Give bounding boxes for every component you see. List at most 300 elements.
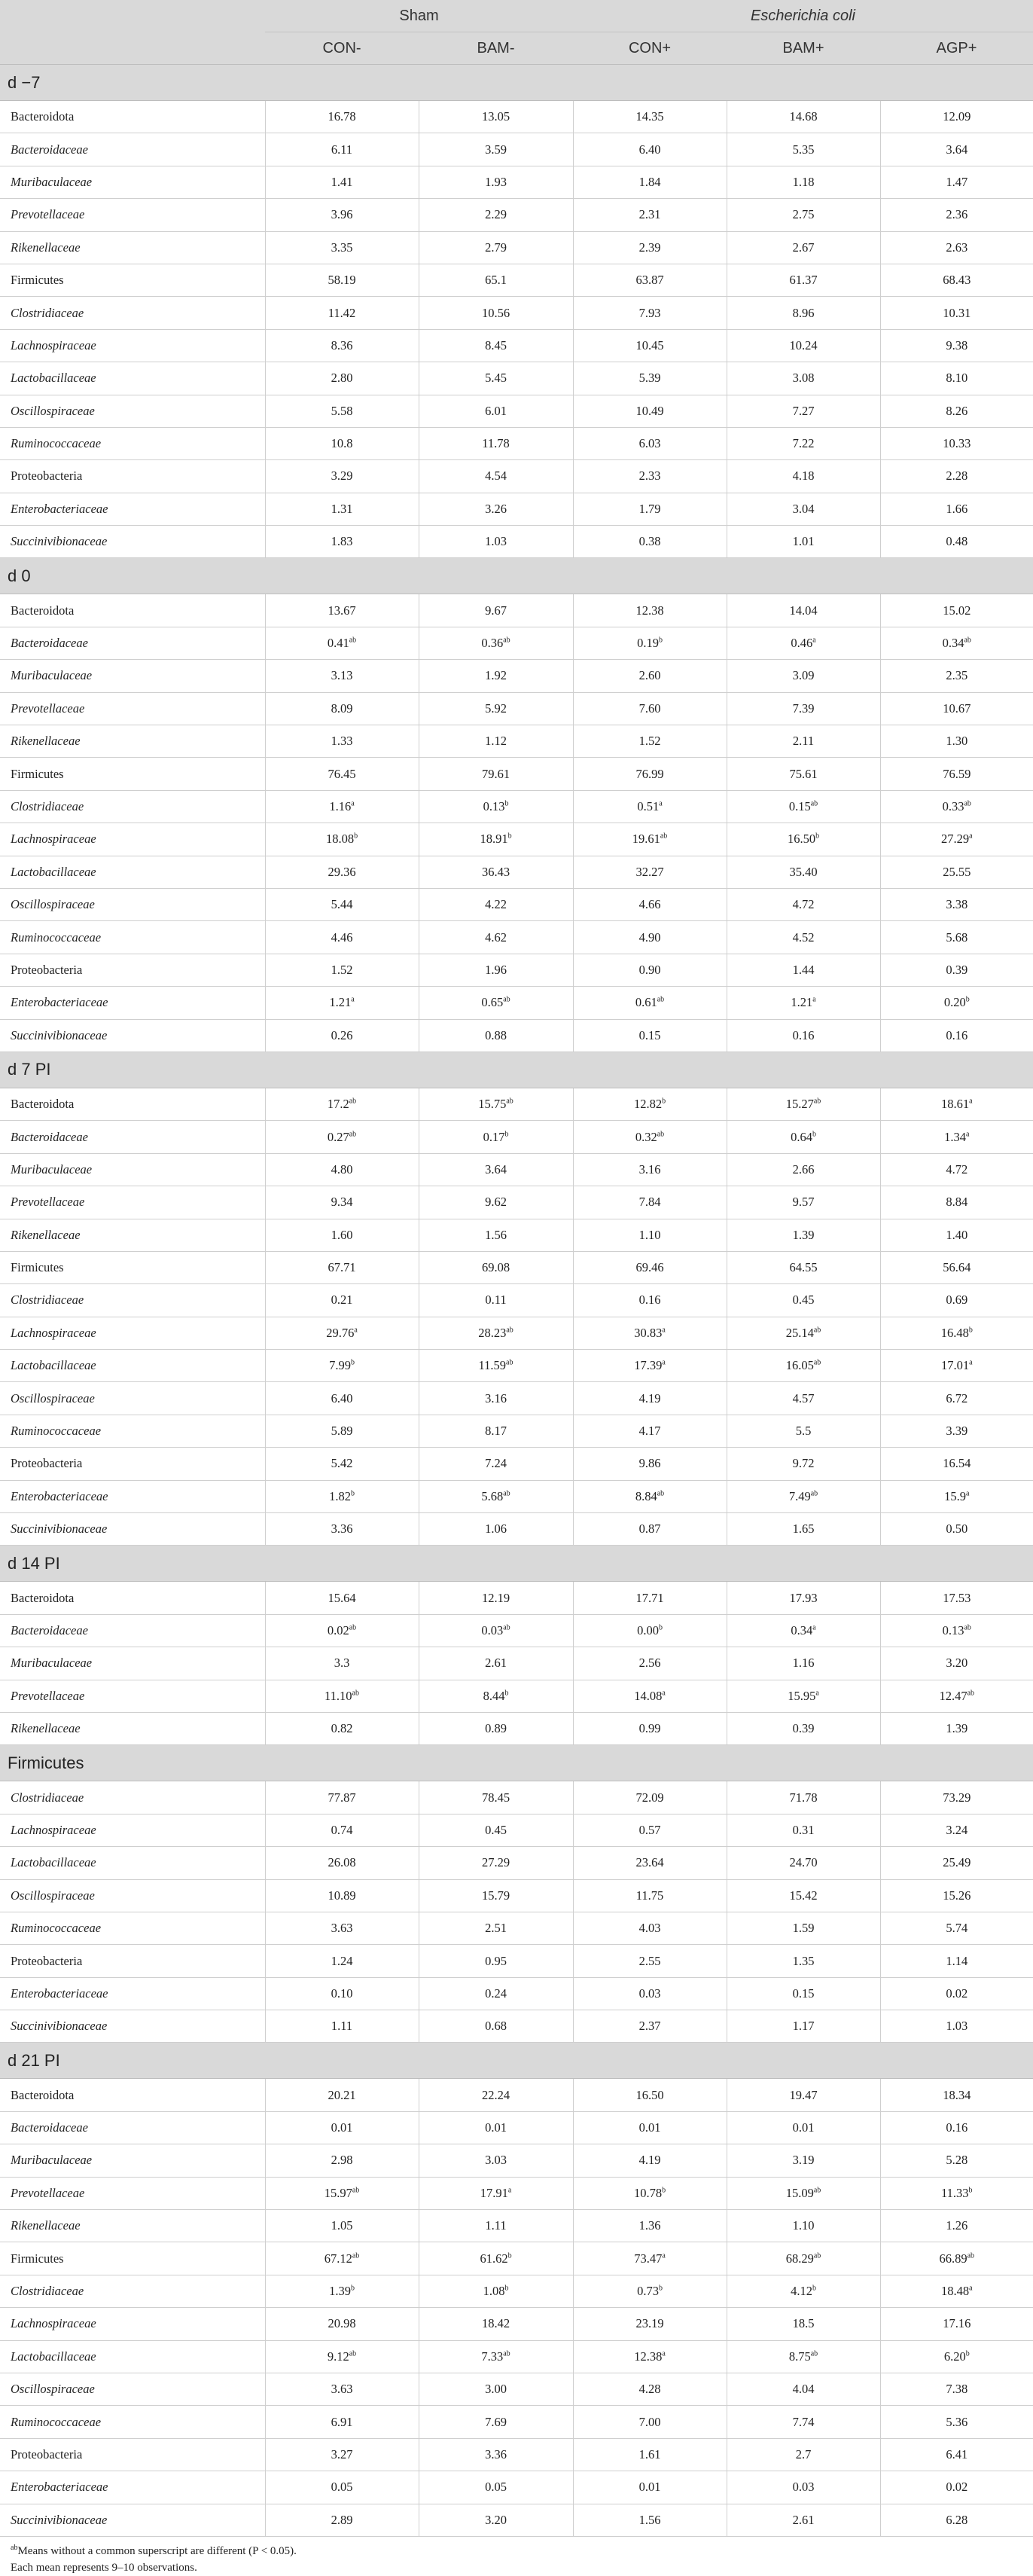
value-superscript: ab	[503, 1489, 510, 1498]
value-cell	[727, 1614, 880, 1647]
row-label: Proteobacteria	[0, 2438, 265, 2471]
value-number: 0.51	[637, 799, 660, 813]
row-label: Prevotellaceae	[0, 1680, 265, 1712]
value-cell	[573, 627, 727, 659]
header-group-sham: Sham	[265, 0, 573, 32]
value-cell	[419, 692, 573, 725]
value-number: 77.87	[328, 1790, 356, 1805]
value-cell	[419, 2275, 573, 2307]
value-number: 8.10	[946, 371, 968, 386]
value-number: 0.65	[481, 995, 504, 1010]
value-superscript: ab	[660, 832, 668, 841]
value-cell	[727, 264, 880, 296]
value-number: 1.10	[792, 2218, 815, 2233]
value-cell	[880, 921, 1033, 954]
value-cell	[419, 166, 573, 198]
value-number: 7.38	[946, 2382, 968, 2397]
value-cell	[265, 2373, 419, 2406]
value-number: 9.72	[792, 1456, 815, 1471]
value-number: 15.64	[328, 1590, 356, 1605]
value-cell	[265, 1186, 419, 1219]
value-cell	[265, 231, 419, 264]
value-cell	[265, 2471, 419, 2504]
value-number: 12.09	[943, 109, 971, 124]
value-superscript: a	[965, 1130, 970, 1139]
value-cell	[727, 1121, 880, 1153]
table-row	[0, 1350, 1033, 1382]
value-cell	[419, 1912, 573, 1944]
value-number: 2.55	[638, 1953, 661, 1968]
value-number: 17.71	[635, 1590, 664, 1605]
value-cell	[265, 166, 419, 198]
value-cell	[727, 329, 880, 362]
value-superscript: a	[662, 1326, 666, 1335]
value-number: 17.01	[940, 1358, 970, 1373]
footnote-observations: Each mean represents 9–10 observations.	[11, 2561, 197, 2574]
value-number: 18.34	[943, 2087, 971, 2102]
value-number: 6.41	[946, 2446, 968, 2462]
value-superscript: a	[812, 995, 816, 1004]
value-cell	[419, 1088, 573, 1120]
value-cell	[573, 1415, 727, 1447]
value-cell	[880, 790, 1033, 823]
value-cell	[573, 2010, 727, 2043]
value-number: 10.89	[328, 1888, 356, 1903]
value-number: 1.82	[329, 1488, 351, 1503]
value-cell	[880, 199, 1033, 231]
value-number: 30.83	[634, 1325, 663, 1340]
value-cell	[265, 1977, 419, 2010]
value-cell	[419, 2210, 573, 2242]
value-cell	[727, 2010, 880, 2043]
table-row	[0, 790, 1033, 823]
value-cell	[419, 1019, 573, 1051]
value-number: 1.16	[792, 1656, 815, 1671]
value-superscript: a	[662, 1358, 666, 1367]
row-label: Lachnospiraceae	[0, 823, 265, 856]
table-row	[0, 1317, 1033, 1349]
row-label: Proteobacteria	[0, 1448, 265, 1480]
value-cell	[880, 1712, 1033, 1744]
value-number: 1.05	[331, 2218, 353, 2233]
value-number: 8.84	[635, 1488, 657, 1503]
value-cell	[727, 921, 880, 954]
value-cell	[573, 692, 727, 725]
value-number: 14.35	[635, 109, 664, 124]
row-label: Bacteroidaceae	[0, 627, 265, 659]
value-number: 2.35	[946, 668, 968, 683]
value-number: 0.31	[792, 1822, 815, 1837]
value-cell	[880, 1448, 1033, 1480]
value-cell	[573, 1088, 727, 1120]
value-cell	[265, 526, 419, 558]
value-number: 1.11	[331, 2019, 353, 2034]
value-number: 7.74	[792, 2414, 815, 2429]
value-cell	[419, 1186, 573, 1219]
row-label: Proteobacteria	[0, 460, 265, 493]
value-number: 0.99	[638, 1721, 661, 1736]
value-superscript: ab	[813, 1326, 821, 1335]
value-number: 6.03	[638, 436, 661, 451]
header-column-row	[0, 32, 1033, 65]
section-title: d 21 PI	[0, 2043, 1033, 2079]
value-number: 1.17	[792, 2019, 815, 2034]
table-row	[0, 1781, 1033, 1814]
value-cell	[419, 627, 573, 659]
row-label: Succinivibionaceae	[0, 1513, 265, 1546]
row-label: Bacteroidota	[0, 594, 265, 627]
value-cell	[419, 2504, 573, 2536]
value-cell	[265, 921, 419, 954]
value-superscript: ab	[657, 1489, 665, 1498]
value-cell	[573, 2340, 727, 2373]
value-number: 2.75	[792, 207, 815, 222]
value-cell	[727, 1382, 880, 1415]
table-row	[0, 362, 1033, 395]
value-number: 6.01	[485, 403, 507, 418]
value-cell	[265, 758, 419, 790]
table-row	[0, 2275, 1033, 2307]
table-row	[0, 2079, 1033, 2111]
value-cell	[727, 2471, 880, 2504]
value-number: 75.61	[789, 766, 818, 781]
value-cell	[573, 1945, 727, 1977]
value-superscript: ab	[506, 1358, 513, 1367]
value-cell	[880, 264, 1033, 296]
value-number: 8.96	[792, 305, 815, 320]
row-label: Prevotellaceae	[0, 2177, 265, 2209]
value-number: 3.00	[485, 2382, 507, 2397]
value-number: 73.29	[943, 1790, 971, 1805]
value-number: 4.28	[638, 2382, 661, 2397]
value-cell	[573, 2373, 727, 2406]
value-cell	[573, 1186, 727, 1219]
col-header: AGP+	[880, 32, 1033, 65]
value-cell	[727, 2210, 880, 2242]
value-cell	[727, 1350, 880, 1382]
value-cell	[727, 2177, 880, 2209]
value-number: 6.72	[946, 1390, 968, 1406]
row-label: Muribaculaceae	[0, 1153, 265, 1186]
value-cell	[880, 823, 1033, 856]
value-number: 0.34	[942, 636, 964, 651]
value-number: 10.8	[331, 436, 353, 451]
value-number: 35.40	[789, 864, 818, 879]
value-superscript: ab	[352, 2251, 360, 2260]
value-cell	[880, 133, 1033, 166]
row-label: Firmicutes	[0, 264, 265, 296]
value-number: 1.44	[792, 962, 815, 977]
value-number: 4.19	[638, 2153, 661, 2168]
value-cell	[265, 460, 419, 493]
value-cell	[265, 594, 419, 627]
value-number: 76.45	[328, 766, 356, 781]
row-label: Lachnospiraceae	[0, 329, 265, 362]
row-label: Succinivibionaceae	[0, 2504, 265, 2536]
value-cell	[880, 297, 1033, 329]
value-number: 8.45	[485, 337, 507, 353]
value-number: 32.27	[635, 864, 664, 879]
value-cell	[265, 1912, 419, 1944]
value-cell	[573, 101, 727, 133]
value-cell	[880, 2406, 1033, 2438]
table-row	[0, 2111, 1033, 2144]
value-number: 2.37	[638, 2019, 661, 2034]
value-number: 6.20	[943, 2349, 966, 2364]
table-row	[0, 2210, 1033, 2242]
value-number: 22.24	[481, 2087, 510, 2102]
value-cell	[265, 2504, 419, 2536]
section-header-row	[0, 2043, 1033, 2079]
table-row	[0, 1448, 1033, 1480]
value-number: 11.78	[482, 436, 510, 451]
value-number: 3.64	[946, 142, 968, 157]
value-cell	[265, 427, 419, 459]
value-cell	[880, 1847, 1033, 1879]
value-cell	[573, 133, 727, 166]
value-number: 25.49	[943, 1855, 971, 1870]
value-cell	[573, 166, 727, 198]
value-number: 10.78	[633, 2185, 663, 2200]
value-number: 0.01	[638, 2480, 661, 2495]
table-footnotes	[0, 2537, 1033, 2576]
value-number: 0.03	[481, 1622, 504, 1637]
value-number: 0.03	[638, 1985, 661, 2001]
value-number: 0.02	[327, 1622, 349, 1637]
table-row	[0, 1019, 1033, 1051]
value-cell	[573, 725, 727, 758]
value-cell	[419, 1121, 573, 1153]
value-number: 3.04	[792, 501, 815, 516]
row-label: Oscillospiraceae	[0, 1382, 265, 1415]
value-superscript: ab	[964, 799, 971, 808]
value-cell	[727, 2275, 880, 2307]
value-cell	[880, 888, 1033, 920]
value-number: 2.51	[485, 1921, 507, 1936]
value-cell	[573, 1582, 727, 1614]
value-cell	[880, 1781, 1033, 1814]
value-number: 10.49	[635, 403, 664, 418]
value-cell	[573, 1284, 727, 1317]
value-number: 0.05	[485, 2480, 507, 2495]
value-cell	[419, 1251, 573, 1283]
value-cell	[419, 954, 573, 986]
value-cell	[419, 1614, 573, 1647]
value-superscript: b	[662, 2186, 666, 2195]
section-header-row	[0, 65, 1033, 101]
value-superscript: ab	[506, 1326, 513, 1335]
value-cell	[880, 1284, 1033, 1317]
value-number: 0.02	[946, 2480, 968, 2495]
value-number: 25.14	[785, 1325, 814, 1340]
value-cell	[727, 987, 880, 1019]
value-number: 6.40	[331, 1390, 353, 1406]
value-superscript: a	[662, 2251, 666, 2260]
value-number: 7.69	[485, 2414, 507, 2429]
value-superscript: a	[969, 2284, 973, 2293]
value-number: 1.39	[946, 1721, 968, 1736]
value-cell	[727, 627, 880, 659]
section-header-row	[0, 558, 1033, 594]
value-number: 7.22	[792, 436, 815, 451]
value-number: 4.62	[485, 929, 507, 945]
table-row	[0, 1186, 1033, 1219]
value-cell	[265, 1781, 419, 1814]
value-cell	[880, 1945, 1033, 1977]
value-number: 0.16	[638, 1293, 661, 1308]
value-number: 0.95	[485, 1953, 507, 1968]
value-number: 15.79	[481, 1888, 510, 1903]
value-cell	[573, 790, 727, 823]
value-cell	[419, 660, 573, 692]
value-cell	[265, 2275, 419, 2307]
value-cell	[880, 1647, 1033, 1680]
value-number: 10.56	[481, 305, 510, 320]
value-number: 0.68	[485, 2019, 507, 2034]
value-cell	[573, 2504, 727, 2536]
value-cell	[880, 692, 1033, 725]
value-number: 11.75	[635, 1888, 664, 1903]
row-label: Lachnospiraceae	[0, 1317, 265, 1349]
table-row	[0, 627, 1033, 659]
value-cell	[727, 362, 880, 395]
value-number: 9.12	[327, 2349, 349, 2364]
value-cell	[573, 526, 727, 558]
value-number: 7.84	[638, 1195, 661, 1210]
row-label: Enterobacteriaceae	[0, 1480, 265, 1512]
value-cell	[727, 427, 880, 459]
value-cell	[265, 329, 419, 362]
value-number: 29.36	[328, 864, 356, 879]
value-cell	[573, 231, 727, 264]
value-number: 2.11	[792, 734, 815, 749]
value-cell	[265, 1647, 419, 1680]
value-cell	[880, 2010, 1033, 2043]
value-superscript: ab	[349, 1097, 357, 1106]
value-number: 1.16	[329, 799, 352, 813]
value-number: 4.04	[792, 2382, 815, 2397]
value-cell	[880, 2340, 1033, 2373]
value-number: 13.05	[481, 109, 510, 124]
value-superscript: a	[812, 636, 816, 645]
row-label: Clostridiaceae	[0, 1284, 265, 1317]
value-number: 17.2	[327, 1097, 349, 1112]
value-cell	[727, 1781, 880, 1814]
value-cell	[880, 2275, 1033, 2307]
value-cell	[573, 395, 727, 427]
value-cell	[880, 1582, 1033, 1614]
value-cell	[573, 954, 727, 986]
value-number: 72.09	[635, 1790, 664, 1805]
value-number: 3.39	[946, 1424, 968, 1439]
value-number: 7.24	[485, 1456, 507, 1471]
value-number: 9.57	[792, 1195, 815, 1210]
value-number: 2.63	[946, 240, 968, 255]
value-cell	[727, 790, 880, 823]
value-number: 18.08	[325, 832, 355, 847]
value-cell	[727, 1712, 880, 1744]
value-number: 0.32	[635, 1129, 657, 1144]
value-cell	[265, 1382, 419, 1415]
value-number: 18.61	[940, 1097, 970, 1112]
value-number: 1.52	[638, 734, 661, 749]
value-number: 3.20	[946, 1656, 968, 1671]
row-label: Muribaculaceae	[0, 1647, 265, 1680]
value-superscript: ab	[813, 1097, 821, 1106]
value-number: 2.31	[638, 207, 661, 222]
value-number: 2.98	[331, 2153, 353, 2168]
value-cell	[419, 1582, 573, 1614]
table-row	[0, 1582, 1033, 1614]
value-number: 29.76	[326, 1325, 355, 1340]
value-cell	[573, 297, 727, 329]
row-label: Oscillospiraceae	[0, 888, 265, 920]
value-cell	[880, 101, 1033, 133]
row-label: Ruminococcaceae	[0, 2406, 265, 2438]
section-header-row	[0, 1745, 1033, 1781]
value-cell	[880, 2438, 1033, 2471]
value-number: 28.23	[478, 1325, 507, 1340]
value-cell	[880, 1121, 1033, 1153]
value-number: 0.26	[331, 1027, 353, 1042]
value-cell	[419, 2144, 573, 2177]
value-number: 0.21	[331, 1293, 353, 1308]
value-cell	[727, 1088, 880, 1120]
value-superscript: a	[351, 995, 355, 1004]
value-cell	[265, 725, 419, 758]
table-row	[0, 594, 1033, 627]
value-number: 11.59	[478, 1358, 507, 1373]
table-row	[0, 2308, 1033, 2340]
value-number: 0.34	[791, 1622, 813, 1637]
value-cell	[419, 1382, 573, 1415]
value-number: 8.44	[483, 1688, 505, 1703]
value-superscript: ab	[967, 1689, 975, 1698]
value-superscript: a	[812, 1623, 816, 1632]
value-number: 5.68	[481, 1488, 504, 1503]
value-cell	[265, 1712, 419, 1744]
row-label: Oscillospiraceae	[0, 395, 265, 427]
value-cell	[573, 2079, 727, 2111]
value-cell	[573, 493, 727, 525]
value-cell	[727, 1317, 880, 1349]
row-label: Bacteroidota	[0, 2079, 265, 2111]
value-superscript: a	[659, 799, 663, 808]
value-number: 0.24	[485, 1985, 507, 2001]
value-number: 6.11	[331, 142, 353, 157]
value-number: 0.15	[788, 799, 811, 813]
value-cell	[419, 2373, 573, 2406]
value-cell	[880, 526, 1033, 558]
value-cell	[573, 823, 727, 856]
value-cell	[880, 2242, 1033, 2275]
value-cell	[880, 2373, 1033, 2406]
value-number: 68.43	[943, 273, 971, 288]
value-number: 1.65	[792, 1521, 815, 1537]
value-superscript: b	[507, 2251, 512, 2260]
value-number: 23.64	[635, 1855, 664, 1870]
table-row	[0, 264, 1033, 296]
value-number: 16.78	[328, 109, 356, 124]
value-superscript: a	[662, 1689, 666, 1698]
value-cell	[573, 2210, 727, 2242]
value-number: 5.42	[331, 1456, 353, 1471]
value-cell	[727, 231, 880, 264]
value-cell	[880, 1219, 1033, 1251]
table-row	[0, 329, 1033, 362]
value-number: 10.67	[943, 700, 971, 716]
value-cell	[880, 2471, 1033, 2504]
